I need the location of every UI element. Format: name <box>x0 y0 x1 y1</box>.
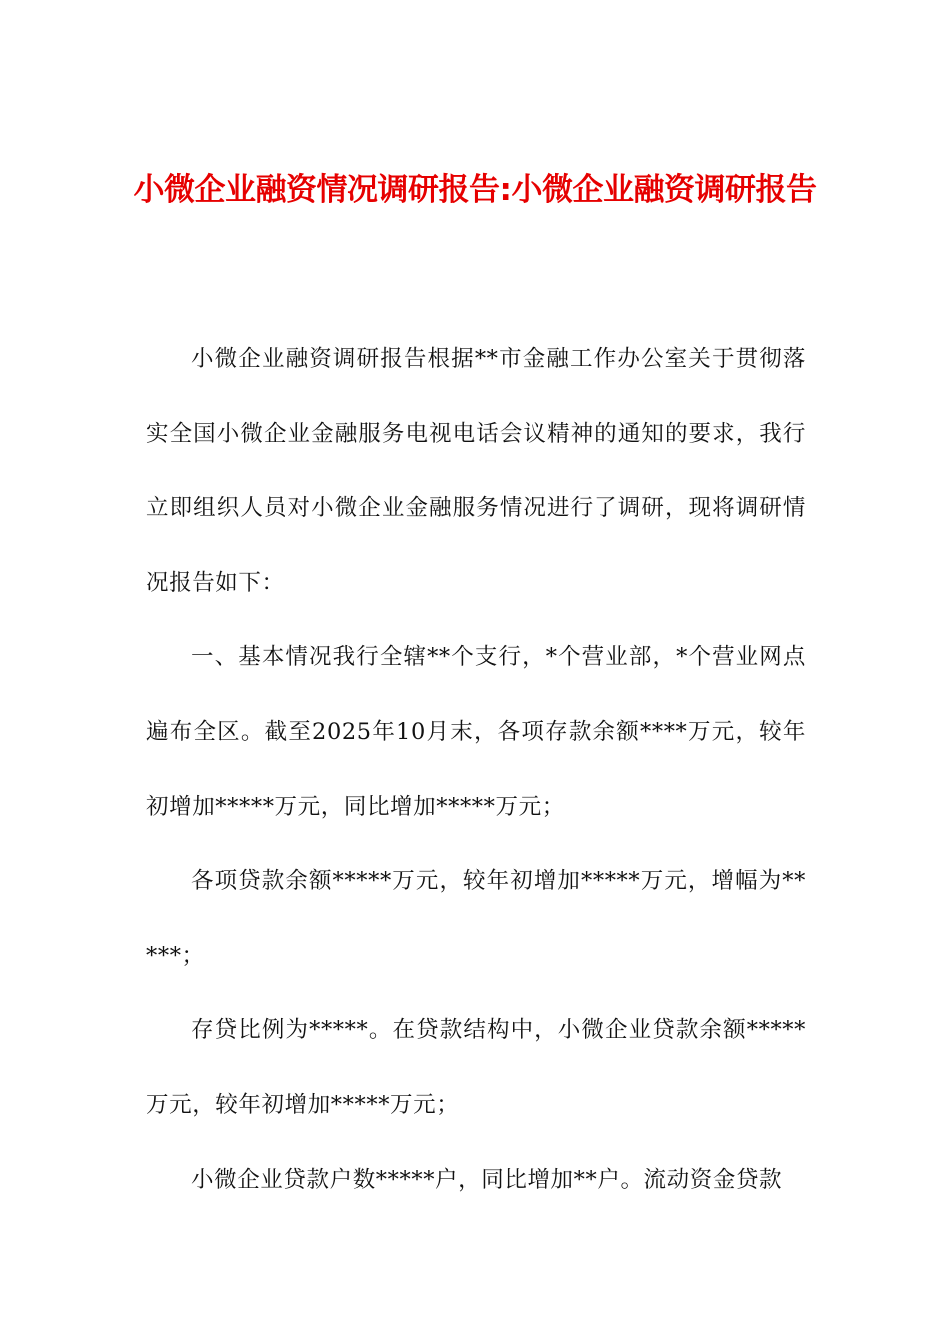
paragraph: 小微企业融资调研报告根据**市金融工作办公室关于贯彻落实全国小微企业金融服务电视电话会议精神的通知的要求，我行立即组织人员对小微企业金融服务情况进行了调研，现将调研情况报告如下： <box>146 346 806 596</box>
document-body <box>146 322 806 1217</box>
paragraph: 小微企业贷款户数*****户，同比增加**户。流动资金贷款 <box>191 1166 783 1193</box>
document-title: 小微企业融资情况调研报告:小微企业融资调研报告 <box>133 171 817 208</box>
paragraph: 各项贷款余额*****万元，较年初增加*****万元，增幅为*****； <box>146 868 806 969</box>
paragraph: 存贷比例为*****。在贷款结构中，小微企业贷款余额*****万元，较年初增加*****万元； <box>146 1017 806 1118</box>
paragraph: 一、基本情况我行全辖**个支行，*个营业部，*个营业网点遍布全区。截至2025年10月末，各项存款余额****万元，较年初增加*****万元，同比增加*****万元； <box>146 644 806 820</box>
